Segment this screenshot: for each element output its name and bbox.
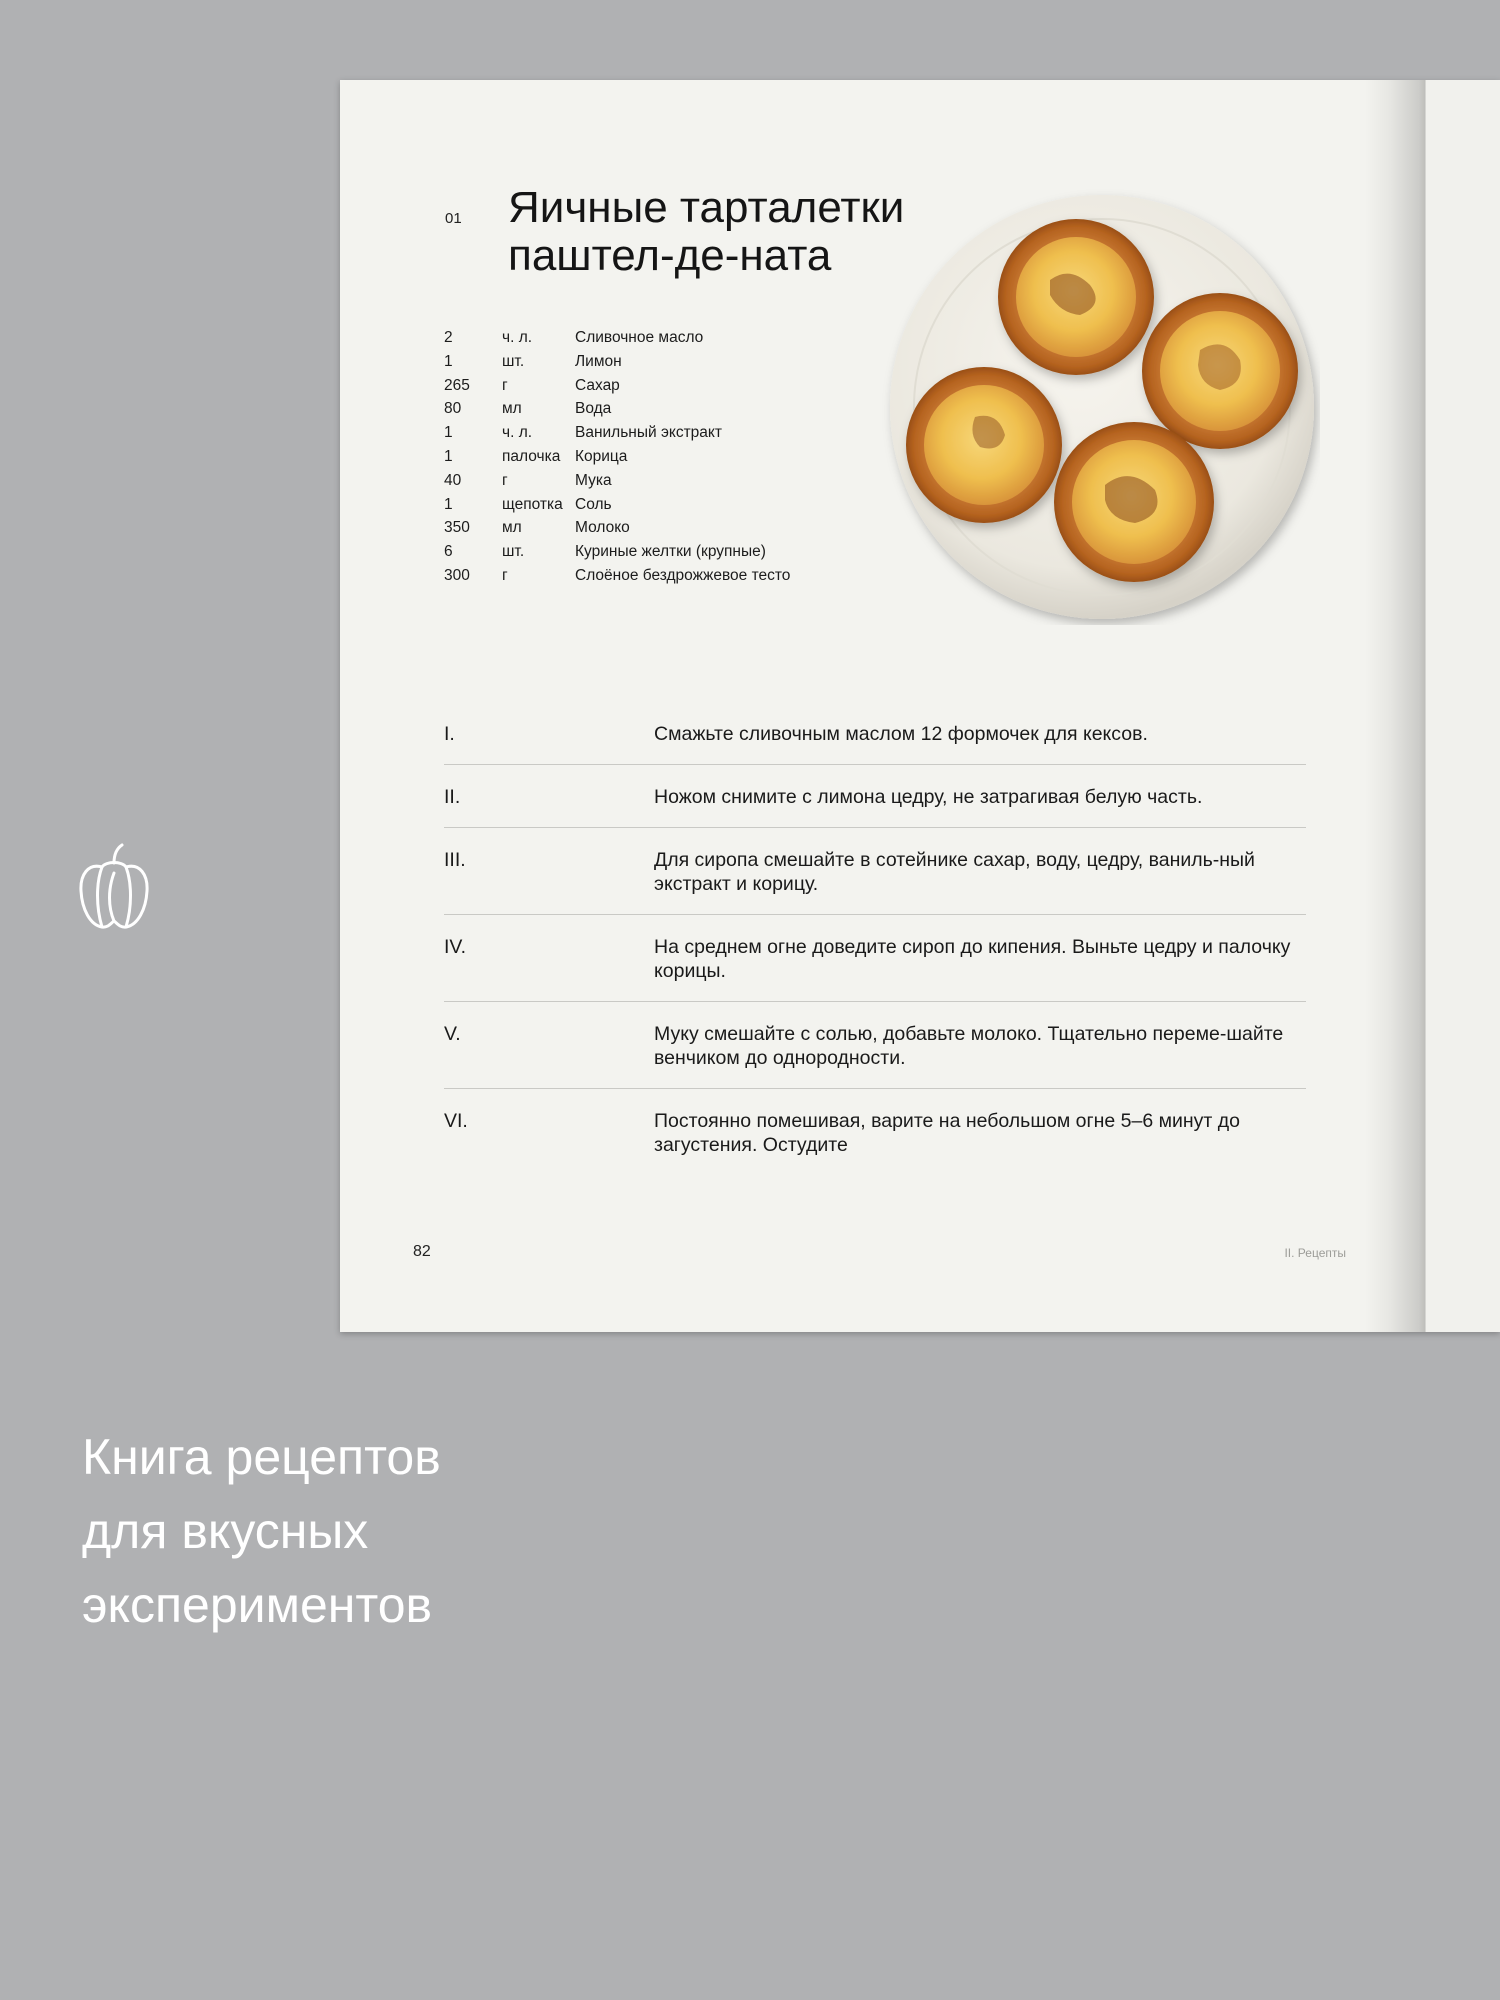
- ingredient-name: Вода: [575, 400, 612, 418]
- ingredient-row: [444, 445, 864, 469]
- recipe-number: 01: [445, 210, 462, 227]
- ingredient-name: Корица: [575, 447, 628, 465]
- step-text: Муку смешайте с солью, добавьте молоко. Тщательно переме-шайте венчиком до однородности.: [654, 1023, 1284, 1069]
- ingredient-name: Ванильный экстракт: [575, 424, 722, 442]
- ingredient-row: [444, 516, 864, 540]
- recipe-steps: [444, 702, 1306, 1175]
- ingredient-quantity: 350: [444, 519, 470, 537]
- ingredient-unit: ч. л.: [502, 424, 533, 442]
- step-text: Смажьте сливочным маслом 12 формочек для кексов.: [654, 723, 1148, 745]
- step-row: [444, 828, 1306, 915]
- ingredient-quantity: 2: [444, 329, 453, 346]
- ingredients-list: [444, 326, 864, 588]
- ingredient-quantity: 40: [444, 471, 462, 489]
- ingredient-name: Сливочное масло: [575, 329, 704, 346]
- ingredient-row: [444, 421, 864, 445]
- egg-tarts-photo: [880, 185, 1320, 625]
- step-number: I.: [444, 723, 455, 745]
- ingredient-unit: мл: [502, 400, 522, 418]
- step-number: VI.: [444, 1110, 468, 1132]
- ingredient-quantity: 265: [444, 376, 470, 394]
- ingredient-name: Куриные желтки (крупные): [575, 543, 766, 561]
- ingredient-unit: шт.: [502, 543, 525, 561]
- ingredient-unit: г: [502, 376, 508, 394]
- bell-pepper-icon: [78, 843, 150, 931]
- tagline: [82, 1420, 682, 1642]
- section-name: II. Рецепты: [1284, 1246, 1346, 1260]
- next-page-edge: [1425, 80, 1500, 1332]
- step-text: Ножом снимите с лимона цедру, не затрагивая белую часть.: [654, 786, 1203, 808]
- ingredient-unit: шт.: [502, 352, 525, 370]
- step-number: V.: [444, 1023, 461, 1045]
- step-row: [444, 1002, 1306, 1089]
- tagline-line: экспериментов: [82, 1577, 433, 1633]
- ingredient-row: [444, 469, 864, 493]
- ingredient-name: Молоко: [575, 519, 630, 537]
- ingredient-quantity: 1: [444, 424, 453, 442]
- ingredient-unit: г: [502, 566, 508, 584]
- ingredient-row: [444, 397, 864, 421]
- ingredient-unit: щепотка: [502, 495, 563, 513]
- ingredient-row: [444, 326, 864, 350]
- ingredient-row: [444, 540, 864, 564]
- step-number: IV.: [444, 936, 467, 958]
- ingredient-quantity: 6: [444, 543, 453, 561]
- tagline-line: Книга рецептов: [82, 1429, 441, 1485]
- ingredient-unit: палочка: [502, 447, 561, 465]
- ingredient-unit: мл: [502, 519, 522, 537]
- recipe-title-line: паштел-де-ната: [508, 231, 832, 280]
- ingredient-unit: ч. л.: [502, 329, 533, 346]
- ingredient-row: [444, 374, 864, 398]
- ingredient-quantity: 1: [444, 352, 453, 370]
- step-text: Постоянно помешивая, варите на небольшом огне 5–6 минут до загустения. Остудите: [654, 1110, 1240, 1156]
- step-row: [444, 765, 1306, 828]
- recipe-book-page: [340, 80, 1500, 1332]
- spine-shadow: [1365, 80, 1425, 1332]
- ingredient-quantity: 300: [444, 566, 470, 584]
- ingredient-name: Мука: [575, 471, 612, 489]
- ingredient-quantity: 80: [444, 400, 462, 418]
- step-row: [444, 915, 1306, 1002]
- step-row: [444, 702, 1306, 765]
- page-number: 82: [413, 1243, 431, 1260]
- ingredient-quantity: 1: [444, 495, 453, 513]
- ingredient-name: Слоёное бездрожжевое тесто: [575, 566, 791, 584]
- ingredient-name: Сахар: [575, 376, 620, 394]
- step-number: III.: [444, 849, 466, 871]
- ingredient-name: Лимон: [575, 352, 622, 370]
- ingredient-row: [444, 350, 864, 374]
- tagline-line: для вкусных: [82, 1503, 369, 1559]
- ingredient-name: Соль: [575, 495, 612, 513]
- step-text: На среднем огне доведите сироп до кипения. Выньте цедру и палочку корицы.: [654, 936, 1291, 982]
- ingredient-row: [444, 564, 864, 588]
- recipe-title-line: Яичные тарталетки: [508, 183, 905, 232]
- ingredient-row: [444, 493, 864, 517]
- step-number: II.: [444, 786, 461, 808]
- step-row: [444, 1089, 1306, 1175]
- step-text: Для сиропа смешайте в сотейнике сахар, воду, цедру, ваниль-ный экстракт и корицу.: [654, 849, 1255, 895]
- ingredient-unit: г: [502, 471, 508, 489]
- ingredient-quantity: 1: [444, 447, 453, 465]
